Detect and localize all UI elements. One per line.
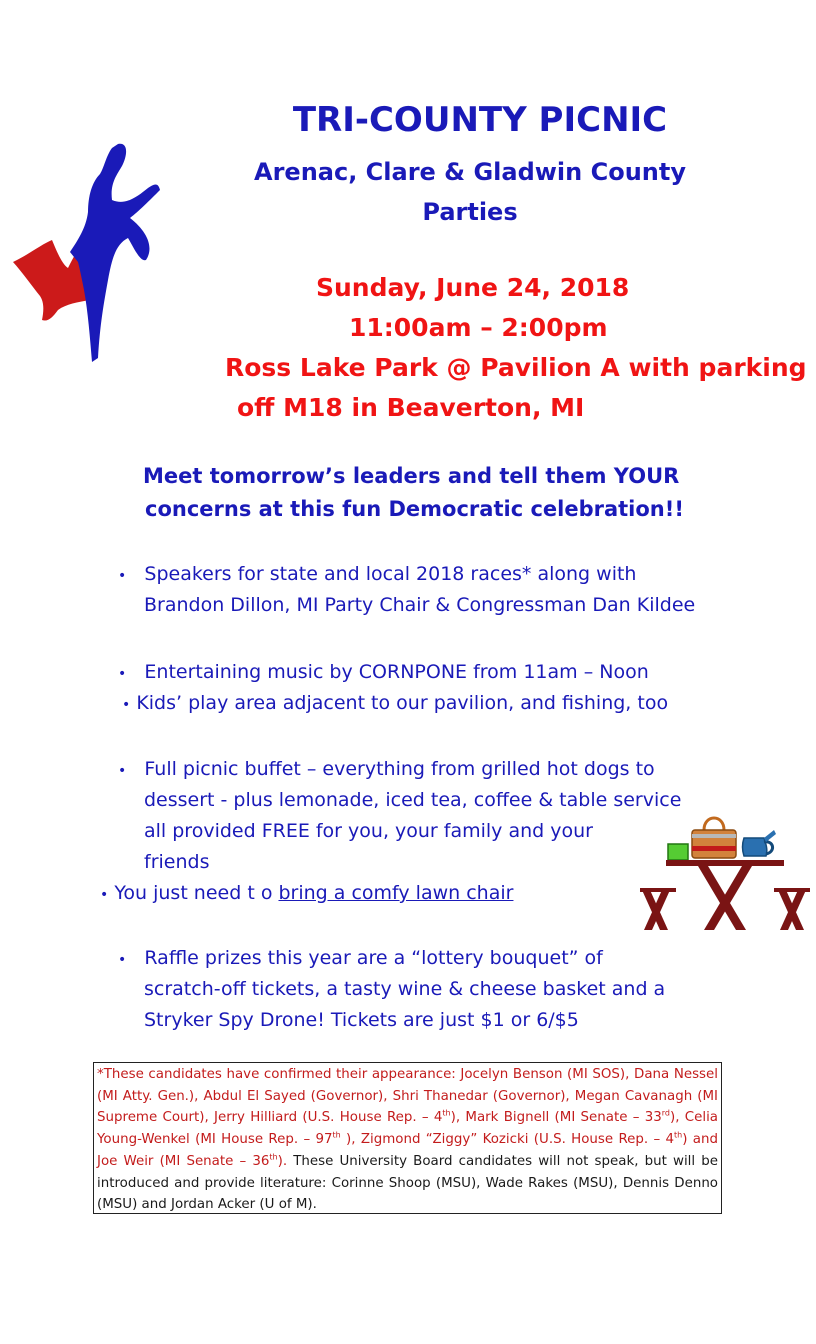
buffet-line3: all provided FREE for you, your family and your [144,820,593,842]
democratic-donkey-logo [8,140,168,370]
bullet-kids [122,692,668,714]
buffet-line4: friends [144,851,210,873]
lawn-chair-text: bring a comfy lawn chair [278,882,514,904]
footnote-text: ), Zigmond “Ziggy” Kozicki (U.S. House Rep. – 4 [340,1132,675,1148]
bullet-music [118,661,649,683]
speakers-line1: Speakers for state and local 2018 races* along with [144,563,637,585]
footnote-superscript: th [332,1130,341,1140]
bullet-speakers [118,563,636,585]
footnote-text: ) and Joe Weir (MI Senate – 36 [97,1132,718,1169]
bullet-dot: • [122,697,131,713]
buffet-line1: Full picnic buffet – everything from grilled hot dogs to [144,758,655,780]
bullet-dot: • [100,887,109,903]
footnote-text: ), Mark Bignell (MI Senate – 33 [450,1110,662,1126]
bullet-dot: • [118,666,127,682]
footnote-superscript: rd [661,1108,670,1118]
buffet-line2: dessert - plus lemonade, iced tea, coffee & table service [144,789,682,811]
event-location-line1: Ross Lake Park @ Pavilion A with parking [225,353,807,382]
meet-line2: concerns at this fun Democratic celebration!! [145,497,684,521]
footnote-superscript: th [442,1108,451,1118]
page-title: TRI-COUNTY PICNIC [292,100,668,140]
raffle-line2: scratch-off tickets, a tasty wine & cheese basket and a [144,978,666,1000]
footnote-university-text: These University Board candidates will not speak, but will be introduced and provide literature: Corinne Shoop (MSU), Wade Rakes (MSU), Dennis Denno (MSU) and Jordan Acker (U of M). [97,1153,718,1213]
speakers-line2: Brandon Dillon, MI Party Chair & Congressman Dan Kildee [144,594,696,616]
meet-line1: Meet tomorrow’s leaders and tell them YOUR [143,464,680,488]
picnic-table-icon [638,816,810,934]
chair-prefix: You just need t o [114,882,279,904]
footnote-superscript: th [269,1152,278,1162]
kids-text: Kids’ play area adjacent to our pavilion, and fishing, too [136,692,669,714]
music-text: Entertaining music by CORNPONE from 11am – Noon [144,661,649,683]
subtitle-line1: Arenac, Clare & Gladwin County [254,158,686,186]
event-time: 11:00am – 2:00pm [349,313,608,342]
subtitle-line2: Parties [422,198,518,226]
footnote-superscript: th [674,1130,683,1140]
bullet-raffle [118,947,603,969]
footnote-text: ), Celia Young-Wenkel (MI House Rep. – 97 [97,1110,718,1148]
candidates-footnote [93,1062,722,1214]
bullet-dot: • [118,568,127,584]
event-location-line2: off M18 in Beaverton, MI [237,393,585,422]
raffle-line3: Stryker Spy Drone! Tickets are just $1 or 6/$5 [144,1009,579,1031]
bullet-buffet [118,758,655,780]
footnote-text: ). [277,1153,288,1169]
bullet-dot: • [118,952,127,968]
footnote-text: *These candidates have confirmed their appearance: Jocelyn Benson (MI SOS), Dana Nessel (MI Atty. Gen.), Abdul El Sayed (Governor), Shri Thanedar (Governor), Megan Cavanagh (MI Supreme Court), Jerry Hilliard (U.S. House Rep. – 4 [97,1067,718,1126]
event-date: Sunday, June 24, 2018 [316,273,630,302]
raffle-line1: Raffle prizes this year are a “lottery bouquet” of [144,947,603,969]
bullet-chair [100,882,513,904]
bullet-dot: • [118,763,127,779]
